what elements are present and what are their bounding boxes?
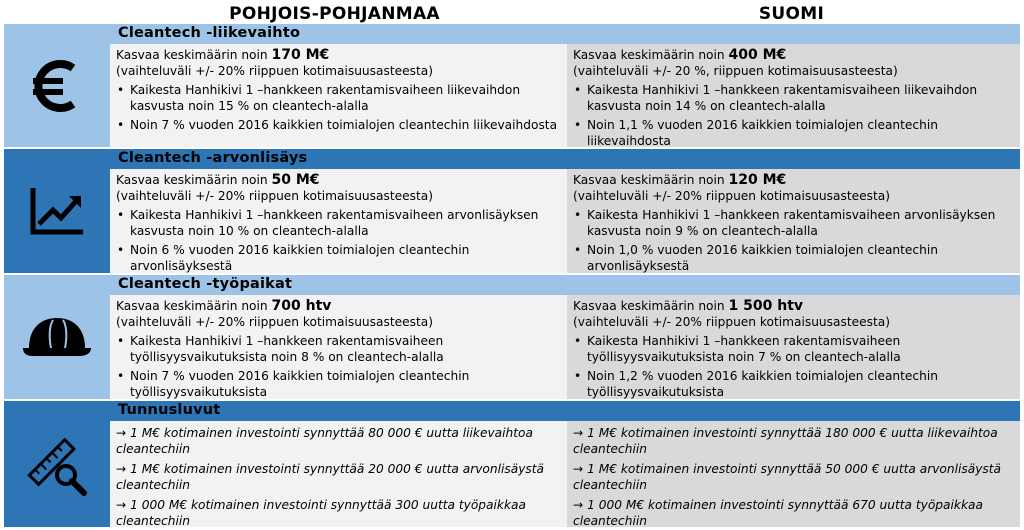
section-title-bar xyxy=(110,24,1020,44)
cell-pohjois-pohjanmaa xyxy=(110,295,567,399)
section-tyopaikat xyxy=(4,275,1020,399)
key-figure: 400 M€ xyxy=(728,47,787,63)
lead-text: Kasvaa keskimäärin noin 400 M€ xyxy=(573,47,787,63)
cell-suomi xyxy=(567,44,1020,147)
bullet-item: • Kaikesta Hanhikivi 1 –hankkeen rakentamisvaiheen arvonlisäyksen kasvusta noin 10 % on cleantech-alalla xyxy=(116,208,561,239)
bullet-item: • Noin 7 % vuoden 2016 kaikkien toimialojen cleantechin työllisyysvaikutuksista xyxy=(116,369,561,399)
bullet-item: • Kaikesta Hanhikivi 1 –hankkeen rakentamisvaiheen liikevaihdon kasvusta noin 14 % on cleantech-alalla xyxy=(573,83,1014,114)
bullet-item: • Kaikesta Hanhikivi 1 –hankkeen rakentamisvaiheen työllisyysvaikutuksista noin 8 % on cleantech-alalla xyxy=(116,334,561,365)
lead-text: Kasvaa keskimäärin noin 120 M€ xyxy=(573,172,787,188)
section-title: Cleantech -arvonlisäys xyxy=(118,150,308,166)
bullet-item: • Noin 7 % vuoden 2016 kaikkien toimialojen cleantechin liikevaihdosta xyxy=(116,118,561,134)
cell-pohjois-pohjanmaa xyxy=(110,169,567,273)
key-ratio-item: → 1 M€ kotimainen investointi synnyttää 180 000 € uutta liikevaihtoa cleantechiin xyxy=(573,426,998,456)
euro-icon xyxy=(4,24,110,147)
section-liikevaihto xyxy=(4,24,1020,147)
key-figure: 170 M€ xyxy=(271,47,330,63)
header-suomi: SUOMI xyxy=(758,4,825,24)
bullet-item: • Kaikesta Hanhikivi 1 –hankkeen rakentamisvaiheen työllisyysvaikutuksista noin 7 % on cleantech-alalla xyxy=(573,334,1014,365)
section-title-bar xyxy=(110,275,1020,295)
lead-text: Kasvaa keskimäärin noin 170 M€ xyxy=(116,47,330,63)
section-tunnusluvut xyxy=(4,401,1020,527)
key-figure: 700 htv xyxy=(271,298,332,314)
range-note: (vaihteluväli +/- 20% riippuen kotimaisuusasteesta) xyxy=(116,314,433,329)
section-title: Cleantech -liikevaihto xyxy=(118,25,301,41)
key-ratio-item: → 1 M€ kotimainen investointi synnyttää 20 000 € uutta arvonlisäystä cleantechiin xyxy=(116,462,544,492)
key-ratio-item: → 1 000 M€ kotimainen investointi synnyttää 300 uutta työpaikkaa cleantechiin xyxy=(116,498,526,527)
range-note: (vaihteluväli +/- 20% riippuen kotimaisuusasteesta) xyxy=(116,63,433,78)
key-figure: 120 M€ xyxy=(728,172,787,188)
key-figure: 50 M€ xyxy=(271,172,320,188)
header-pohjois-pohjanmaa: POHJOIS-POHJANMAA xyxy=(229,4,440,24)
cell-suomi xyxy=(567,421,1020,527)
growth-chart-icon xyxy=(4,149,110,273)
range-note: (vaihteluväli +/- 20% riippuen kotimaisuusasteesta) xyxy=(573,314,890,329)
key-ratio-item: → 1 M€ kotimainen investointi synnyttää 50 000 € uutta arvonlisäystä cleantechiin xyxy=(573,462,1001,492)
bullet-item: • Kaikesta Hanhikivi 1 –hankkeen rakentamisvaiheen arvonlisäyksen kasvusta noin 9 % on cleantech-alalla xyxy=(573,208,1014,239)
bullet-item: • Noin 1,0 % vuoden 2016 kaikkien toimialojen cleantechin arvonlisäyksestä xyxy=(573,243,1014,273)
ruler-magnifier-icon xyxy=(4,401,110,527)
range-note: (vaihteluväli +/- 20 %, riippuen kotimaisuusasteesta) xyxy=(573,63,898,78)
cell-suomi xyxy=(567,169,1020,273)
key-figure: 1 500 htv xyxy=(728,298,804,314)
bullet-item: • Noin 1,2 % vuoden 2016 kaikkien toimialojen cleantechin työllisyysvaikutuksista xyxy=(573,369,1014,399)
section-arvonlisays xyxy=(4,149,1020,273)
range-note: (vaihteluväli +/- 20% riippuen kotimaisuusasteesta) xyxy=(116,188,433,203)
lead-text: Kasvaa keskimäärin noin 1 500 htv xyxy=(573,298,804,314)
cell-suomi xyxy=(567,295,1020,399)
section-title: Cleantech -työpaikat xyxy=(118,276,293,292)
cell-pohjois-pohjanmaa xyxy=(110,44,567,147)
lead-text: Kasvaa keskimäärin noin 50 M€ xyxy=(116,172,320,188)
hard-hat-icon xyxy=(4,275,110,399)
lead-text: Kasvaa keskimäärin noin 700 htv xyxy=(116,298,332,314)
key-ratio-item: → 1 M€ kotimainen investointi synnyttää 80 000 € uutta liikevaihtoa cleantechiin xyxy=(116,426,533,456)
section-title: Tunnusluvut xyxy=(118,402,221,418)
section-title-bar xyxy=(110,401,1020,421)
key-ratio-item: → 1 000 M€ kotimainen investointi synnyttää 670 uutta työpaikkaa cleantechiin xyxy=(573,498,983,527)
bullet-item: • Noin 6 % vuoden 2016 kaikkien toimialojen cleantechin arvonlisäyksestä xyxy=(116,243,561,273)
bullet-item: • Kaikesta Hanhikivi 1 –hankkeen rakentamisvaiheen liikevaihdon kasvusta noin 15 % on cleantech-alalla xyxy=(116,83,561,114)
cell-pohjois-pohjanmaa xyxy=(110,421,567,527)
section-title-bar xyxy=(110,149,1020,169)
range-note: (vaihteluväli +/- 20% riippuen kotimaisuusasteesta) xyxy=(573,188,890,203)
bullet-item: • Noin 1,1 % vuoden 2016 kaikkien toimialojen cleantechin liikevaihdosta xyxy=(573,118,1014,147)
